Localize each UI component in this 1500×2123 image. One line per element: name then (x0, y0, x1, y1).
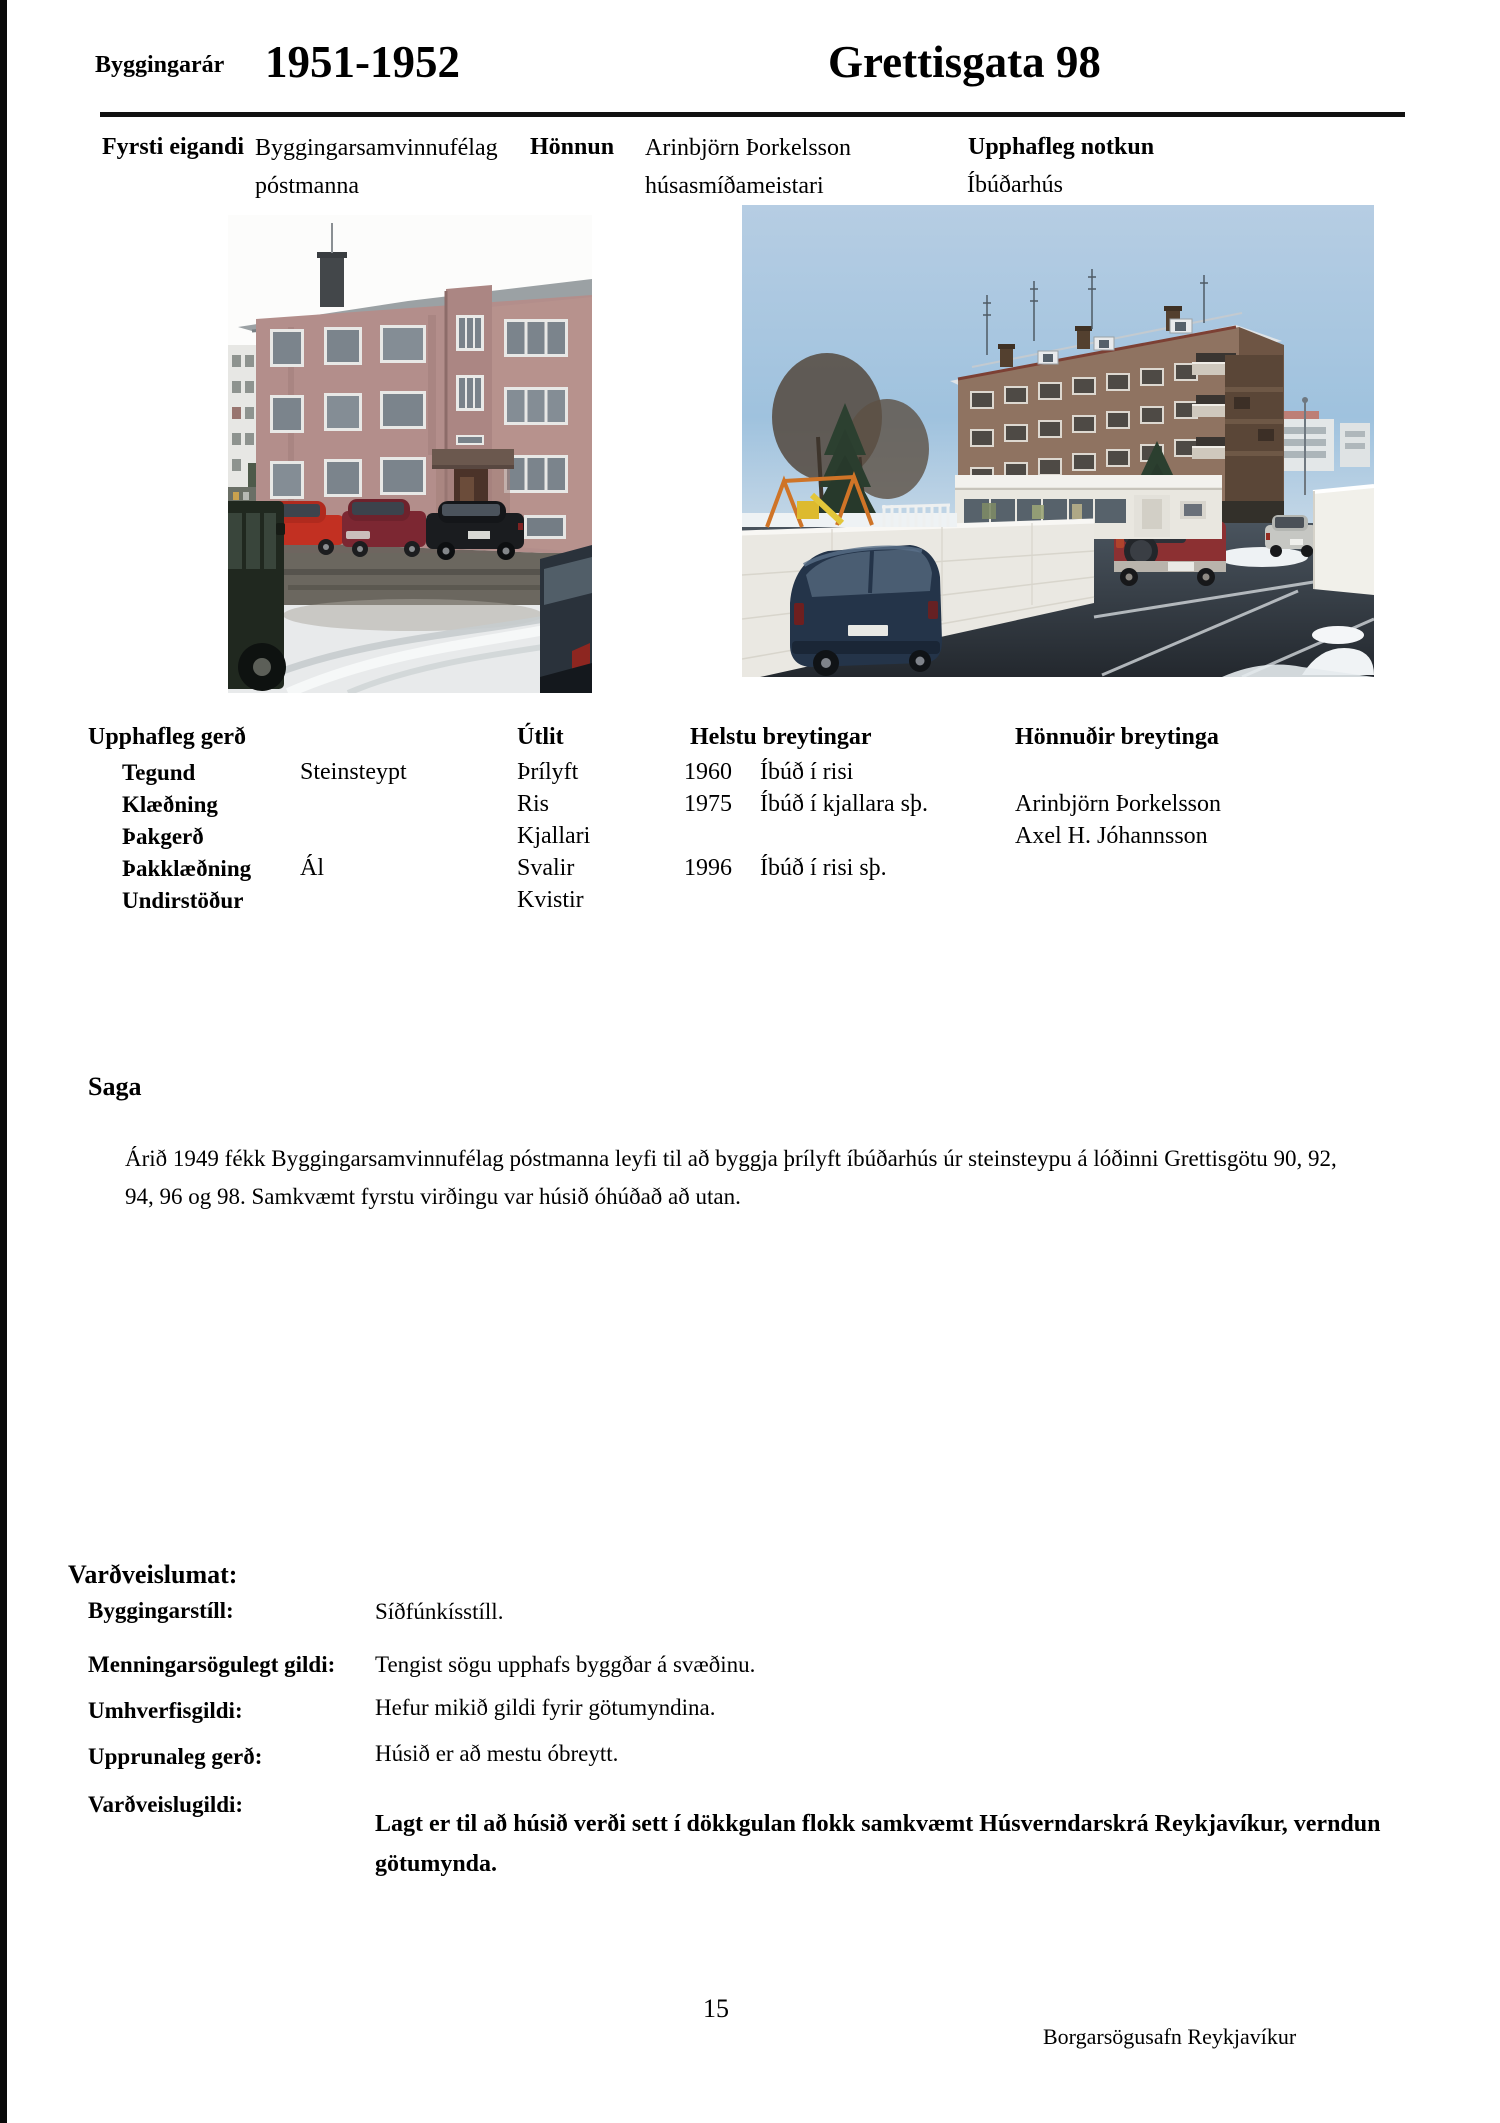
first-owner-label: Fyrsti eigandi (102, 134, 244, 160)
assessment-label: Umhverfisgildi: (88, 1698, 243, 1723)
build-years: 1951-1952 (265, 37, 460, 87)
appearance-heading: Útlit (517, 724, 564, 750)
right-wall (1313, 485, 1374, 595)
first-owner-name: Byggingarsamvinnufélag (255, 135, 498, 161)
assessment-label: Varðveislugildi: (88, 1792, 244, 1817)
first-owner-name-line2: póstmanna (255, 173, 359, 199)
assessment-label: Menningarsögulegt gildi: (88, 1652, 336, 1677)
designer-title: húsasmíðameistari (645, 173, 824, 199)
change-designers-heading: Hönnuðir breytinga (1015, 724, 1219, 750)
change-year: 1996 (684, 855, 732, 881)
form-label: Undirstöður (122, 888, 244, 913)
photo-courtyard (742, 205, 1374, 677)
change-description: Íbúð í risi (760, 759, 854, 785)
change-description: Íbúð í risi sþ. (760, 855, 887, 881)
assessment-heading: Varðveislumat: (68, 1560, 238, 1589)
form-label: Klæðning (122, 792, 218, 817)
form-label: Tegund (122, 760, 196, 785)
foreground-dark-car (540, 545, 592, 693)
publisher: Borgarsögusafn Reykjavíkur (1043, 2024, 1297, 2049)
change-year: 1960 (684, 759, 732, 785)
photo-front-facade (228, 215, 592, 693)
side-building (228, 345, 258, 509)
snow-strip (1216, 547, 1308, 567)
header-rule (100, 112, 1405, 117)
changes-heading: Helstu breytingar (690, 724, 872, 750)
saga-text: Árið 1949 fékk Byggingarsamvinnufélag póstmanna leyfi til að byggja þrílyft íbúðarhús úr steinsteypu á lóðinni Grettisgötu 90, 92, 94, 96 og 98. Samkvæmt fyrstu virðingu var húsið óhúðað að utan. (125, 1146, 1337, 1209)
form-label: Þakklæðning (122, 856, 252, 881)
form-value: Ál (300, 855, 324, 881)
original-use-label: Upphafleg notkun (968, 134, 1155, 160)
corner-building (1222, 355, 1284, 537)
appearance-item: Ris (517, 791, 550, 817)
assessment-value: Húsið er að mestu óbreytt. (375, 1741, 619, 1766)
designer-name: Arinbjörn Þorkelsson (645, 135, 851, 161)
appearance-item: Kvistir (517, 887, 584, 913)
blue-hatchback (790, 545, 942, 676)
page-number: 15 (703, 1994, 729, 2023)
change-description: Íbúð í kjallara sþ. (760, 791, 928, 817)
appearance-item: Svalir (517, 855, 575, 881)
form-label: Þakgerð (122, 824, 204, 849)
appearance-item: Kjallari (517, 823, 591, 849)
assessment-value: Síðfúnkísstíll. (375, 1599, 504, 1624)
change-designer: Axel H. Jóhannsson (1015, 823, 1208, 849)
change-year: 1975 (684, 791, 732, 817)
assessment-label: Upprunaleg gerð: (88, 1744, 263, 1769)
saga-heading: Saga (88, 1072, 142, 1101)
page-left-edge (0, 0, 7, 2123)
original-form-heading: Upphafleg gerð (88, 724, 246, 750)
assessment-value: Hefur mikið gildi fyrir götumyndina. (375, 1695, 716, 1720)
form-value: Steinsteypt (300, 759, 407, 785)
assessment-value: Tengist sögu upphafs byggðar á svæðinu. (375, 1652, 756, 1677)
assessment-label: Byggingarstíll: (88, 1598, 234, 1623)
assessment-value-bold: Lagt er til að húsið verði sett í dökkgulan flokk samkvæmt Húsverndarskrá Reykjavíkur, verndun götumynda. (375, 1811, 1381, 1877)
build-year-label: Byggingarár (95, 52, 225, 78)
design-label: Hönnun (530, 134, 615, 160)
original-use-value: Íbúðarhús (967, 172, 1063, 198)
page-title: Grettisgata 98 (828, 37, 1101, 87)
foreground-suv (228, 501, 286, 691)
appearance-item: Þrílyft (517, 759, 579, 785)
change-designer: Arinbjörn Þorkelsson (1015, 791, 1221, 817)
